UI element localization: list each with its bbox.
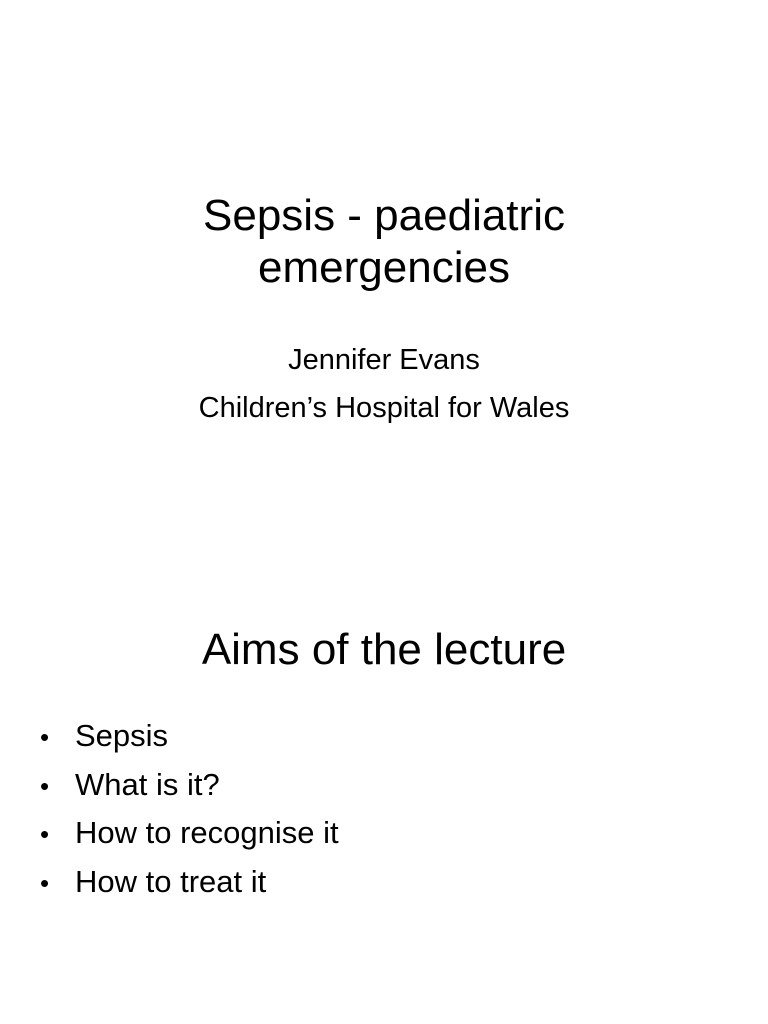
title-line-1: Sepsis - paediatric [203, 191, 565, 240]
list-item [40, 858, 339, 907]
aims-slide [0, 512, 768, 1024]
list-item [40, 809, 339, 858]
bullet-icon: • [40, 770, 50, 801]
bullet-text: What is it? [75, 766, 220, 802]
bullet-text: How to treat it [75, 863, 267, 899]
bullet-icon: • [40, 819, 50, 849]
author-name: Jennifer Evans [288, 344, 480, 376]
bullet-text: Sepsis [75, 718, 169, 753]
bullet-icon: • [40, 722, 50, 752]
bullet-text: How to recognise it [75, 815, 339, 850]
list-item [40, 761, 339, 810]
institution-name: Children’s Hospital for Wales [198, 392, 570, 424]
bullet-icon: • [40, 867, 50, 898]
slide-title: Aims of the lecture [201, 625, 567, 674]
bullet-list [40, 712, 339, 906]
subtitle-block [0, 336, 768, 432]
presentation-title [0, 190, 768, 294]
list-item [40, 712, 339, 761]
title-line-2: emergencies [258, 243, 510, 292]
